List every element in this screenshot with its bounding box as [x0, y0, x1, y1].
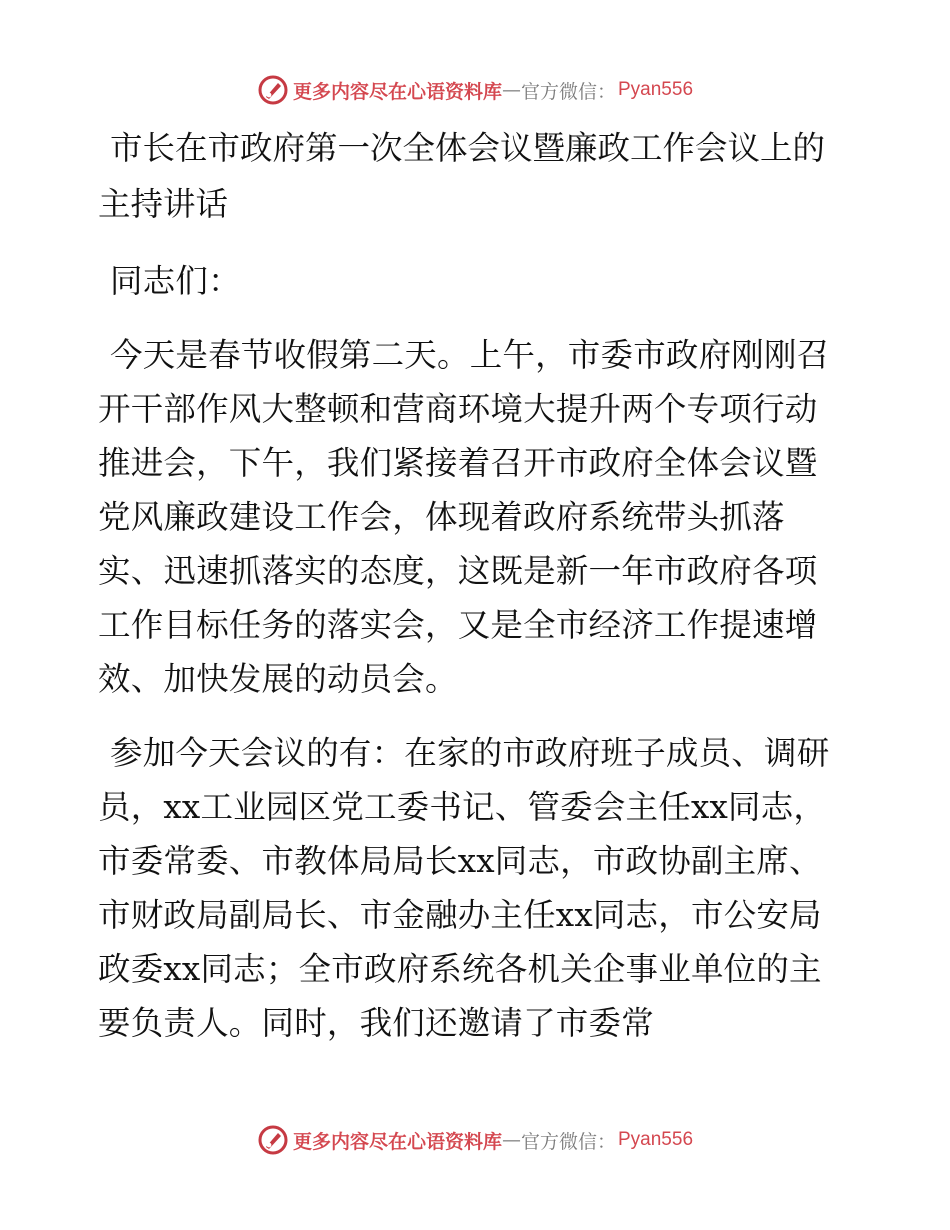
greeting: 同志们：: [110, 262, 241, 300]
watermark-dash: —: [501, 1129, 521, 1151]
header-watermark: [0, 70, 950, 110]
paragraph-2: 参加今天会议的有：在家的市政府班子成员、调研员，xx工业园区党工委书记、管委会主任xx同志，市委常委、市教体局局长xx同志，市政协副主席、市财政局副局长、市金融办主任xx同志，市公安局政委xx同志；全市政府系统各机关企事业单位的主要负责人。同时，我们还邀请了市委常: [98, 734, 830, 1042]
footer-watermark: [0, 1120, 950, 1160]
watermark-wechat-id: Pyan556: [618, 79, 694, 100]
pen-logo-icon: [257, 74, 289, 106]
watermark-dash: —: [501, 79, 521, 101]
watermark-main-text: 更多内容尽在心语资料库: [292, 80, 502, 103]
pen-logo-icon: [257, 1124, 289, 1156]
document-title: 市长在市政府第一次全体会议暨廉政工作会议上的主持讲话: [98, 129, 826, 223]
document-body: [98, 120, 850, 1050]
watermark-main-text: 更多内容尽在心语资料库: [292, 1130, 502, 1153]
paragraph-1: 今天是春节收假第二天。上午，市委市政府刚刚召开干部作风大整顿和营商环境大提升两个专项行动推进会，下午，我们紧接着召开市政府全体会议暨党风廉政建设工作会，体现着政府系统带头抓落实、迅速抓落实的态度，这既是新一年市政府各项工作目标任务的落实会，又是全市经济工作提速增效、加快发展的动员会。: [98, 336, 830, 698]
watermark-sub-text: 官方微信：: [520, 80, 616, 103]
watermark-wechat-id: Pyan556: [618, 1129, 694, 1150]
watermark-sub-text: 官方微信：: [520, 1130, 616, 1153]
